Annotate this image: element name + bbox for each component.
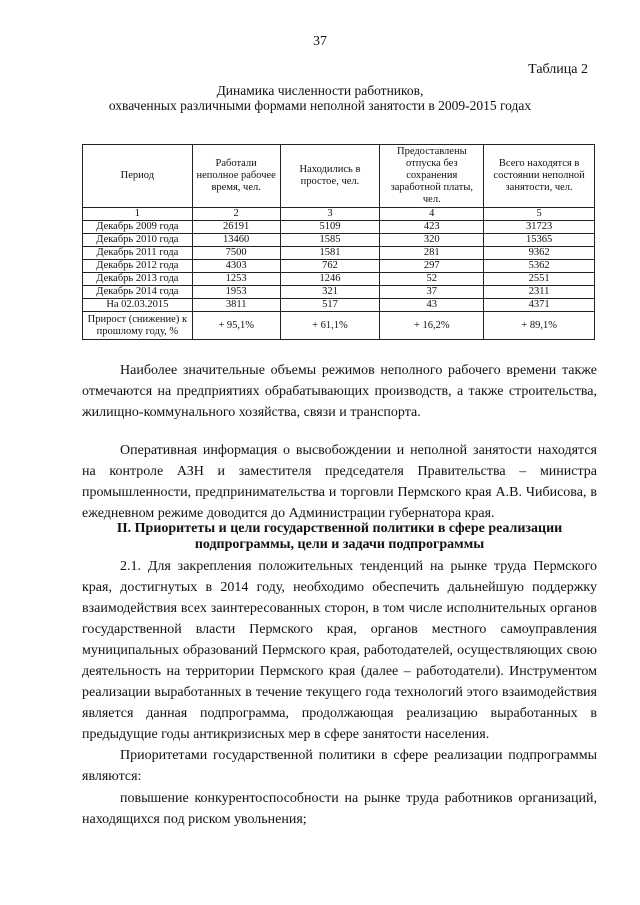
column-number: 3 bbox=[280, 208, 380, 221]
cell-unpaid-leave: 423 bbox=[380, 221, 484, 234]
cell-period: Декабрь 2014 года bbox=[83, 286, 193, 299]
paragraph-3: 2.1. Для закрепления положительных тенденций на рынке труда Пермского края, достигнутых в 2014 году, необходимо обеспечить дальнейшую поддержку взаимодействия всех заинтересованных сторон, в том числе исполнительных органов государственной власти Пермского края, органов местного самоуправления муниципальных образований Пермского края, работодателей, осуществляющих свою деятельность на территории Пермского края (далее – работодатели). Инструментом реализации выработанных в течение текущего года технологий этого взаимодействия является данная подпрограмма, продолжающая реализацию выработанных в предыдущие годы антикризисных мер в сфере занятости населения. bbox=[82, 559, 597, 742]
cell-part-time: 1953 bbox=[192, 286, 280, 299]
col-header-total: Всего находятся в состоянии неполной занятости, чел. bbox=[484, 145, 595, 208]
cell-idle: 1246 bbox=[280, 273, 380, 286]
cell-unpaid-leave: 43 bbox=[380, 299, 484, 312]
column-number-row bbox=[83, 208, 595, 221]
cell-period: На 02.03.2015 bbox=[83, 299, 193, 312]
cell-growth-idle: + 61,1% bbox=[280, 312, 380, 340]
cell-idle: 1585 bbox=[280, 234, 380, 247]
cell-part-time: 4303 bbox=[192, 260, 280, 273]
paragraph-4: Приоритетами государственной политики в сфере реализации подпрограммы являются: bbox=[82, 748, 597, 784]
table-row bbox=[83, 247, 595, 260]
paragraph-1: Наиболее значительные объемы режимов неполного рабочего времени также отмечаются на предприятиях обрабатывающих производств, а также строительства, жилищно-коммунального хозяйства, связи и транспорта. bbox=[82, 363, 597, 420]
cell-period: Декабрь 2010 года bbox=[83, 234, 193, 247]
cell-part-time: 13460 bbox=[192, 234, 280, 247]
table-title-line-1: Динамика численности работников, bbox=[216, 83, 424, 98]
table-row bbox=[83, 234, 595, 247]
column-number: 2 bbox=[192, 208, 280, 221]
cell-total: 5362 bbox=[484, 260, 595, 273]
table-row bbox=[83, 286, 595, 299]
cell-total: 15365 bbox=[484, 234, 595, 247]
cell-idle: 5109 bbox=[280, 221, 380, 234]
paragraph-2: Оперативная информация о высвобождении и неполной занятости находятся на контроле АЗН и заместителя председателя Правительства – министра промышленности, предпринимательства и торговли Пермского края А.В. Чибисова, в ежедневном режиме доводится до Администрации губернатора края. bbox=[82, 443, 597, 521]
cell-idle: 517 bbox=[280, 299, 380, 312]
col-header-idle: Находились в простое, чел. bbox=[280, 145, 380, 208]
table-title-line-2: охваченных различными формами неполной занятости в 2009-2015 годах bbox=[108, 98, 532, 113]
cell-total: 9362 bbox=[484, 247, 595, 260]
col-header-unpaid-leave: Предоставлены отпуска без сохранения заработной платы, чел. bbox=[380, 145, 484, 208]
employment-table bbox=[82, 144, 595, 340]
section-heading-line-2: подпрограммы, цели и задачи подпрограммы bbox=[194, 537, 485, 552]
cell-unpaid-leave: 52 bbox=[380, 273, 484, 286]
cell-growth-part-time: + 95,1% bbox=[192, 312, 280, 340]
cell-growth-total: + 89,1% bbox=[484, 312, 595, 340]
cell-growth-label: Прирост (снижение) к прошлому году, % bbox=[83, 312, 193, 340]
header-row bbox=[83, 145, 595, 208]
cell-total: 4371 bbox=[484, 299, 595, 312]
cell-unpaid-leave: 37 bbox=[380, 286, 484, 299]
table-row bbox=[83, 299, 595, 312]
cell-period: Декабрь 2013 года bbox=[83, 273, 193, 286]
cell-idle: 762 bbox=[280, 260, 380, 273]
cell-growth-unpaid-leave: + 16,2% bbox=[380, 312, 484, 340]
cell-part-time: 1253 bbox=[192, 273, 280, 286]
cell-part-time: 3811 bbox=[192, 299, 280, 312]
cell-total: 31723 bbox=[484, 221, 595, 234]
cell-period: Декабрь 2009 года bbox=[83, 221, 193, 234]
growth-row bbox=[83, 312, 595, 340]
column-number: 5 bbox=[484, 208, 595, 221]
cell-total: 2551 bbox=[484, 273, 595, 286]
cell-idle: 1581 bbox=[280, 247, 380, 260]
col-header-period: Период bbox=[83, 145, 193, 208]
cell-unpaid-leave: 320 bbox=[380, 234, 484, 247]
section-heading-line-1: II. Приоритеты и цели государственной политики в сфере реализации bbox=[116, 521, 563, 536]
table-label: Таблица 2 bbox=[528, 62, 588, 77]
cell-unpaid-leave: 281 bbox=[380, 247, 484, 260]
cell-idle: 321 bbox=[280, 286, 380, 299]
cell-period: Декабрь 2012 года bbox=[83, 260, 193, 273]
cell-period: Декабрь 2011 года bbox=[83, 247, 193, 260]
page-number: 37 bbox=[313, 34, 327, 49]
cell-unpaid-leave: 297 bbox=[380, 260, 484, 273]
paragraph-5: повышение конкурентоспособности на рынке труда работников организаций, находящихся под риском увольнения; bbox=[82, 791, 597, 827]
table-row bbox=[83, 221, 595, 234]
column-number: 1 bbox=[83, 208, 193, 221]
table-row bbox=[83, 273, 595, 286]
cell-part-time: 26191 bbox=[192, 221, 280, 234]
cell-part-time: 7500 bbox=[192, 247, 280, 260]
col-header-part-time: Работали неполное рабочее время, чел. bbox=[192, 145, 280, 208]
cell-total: 2311 bbox=[484, 286, 595, 299]
table-title bbox=[0, 83, 640, 113]
column-number: 4 bbox=[380, 208, 484, 221]
section-heading bbox=[82, 521, 597, 553]
table-row bbox=[83, 260, 595, 273]
